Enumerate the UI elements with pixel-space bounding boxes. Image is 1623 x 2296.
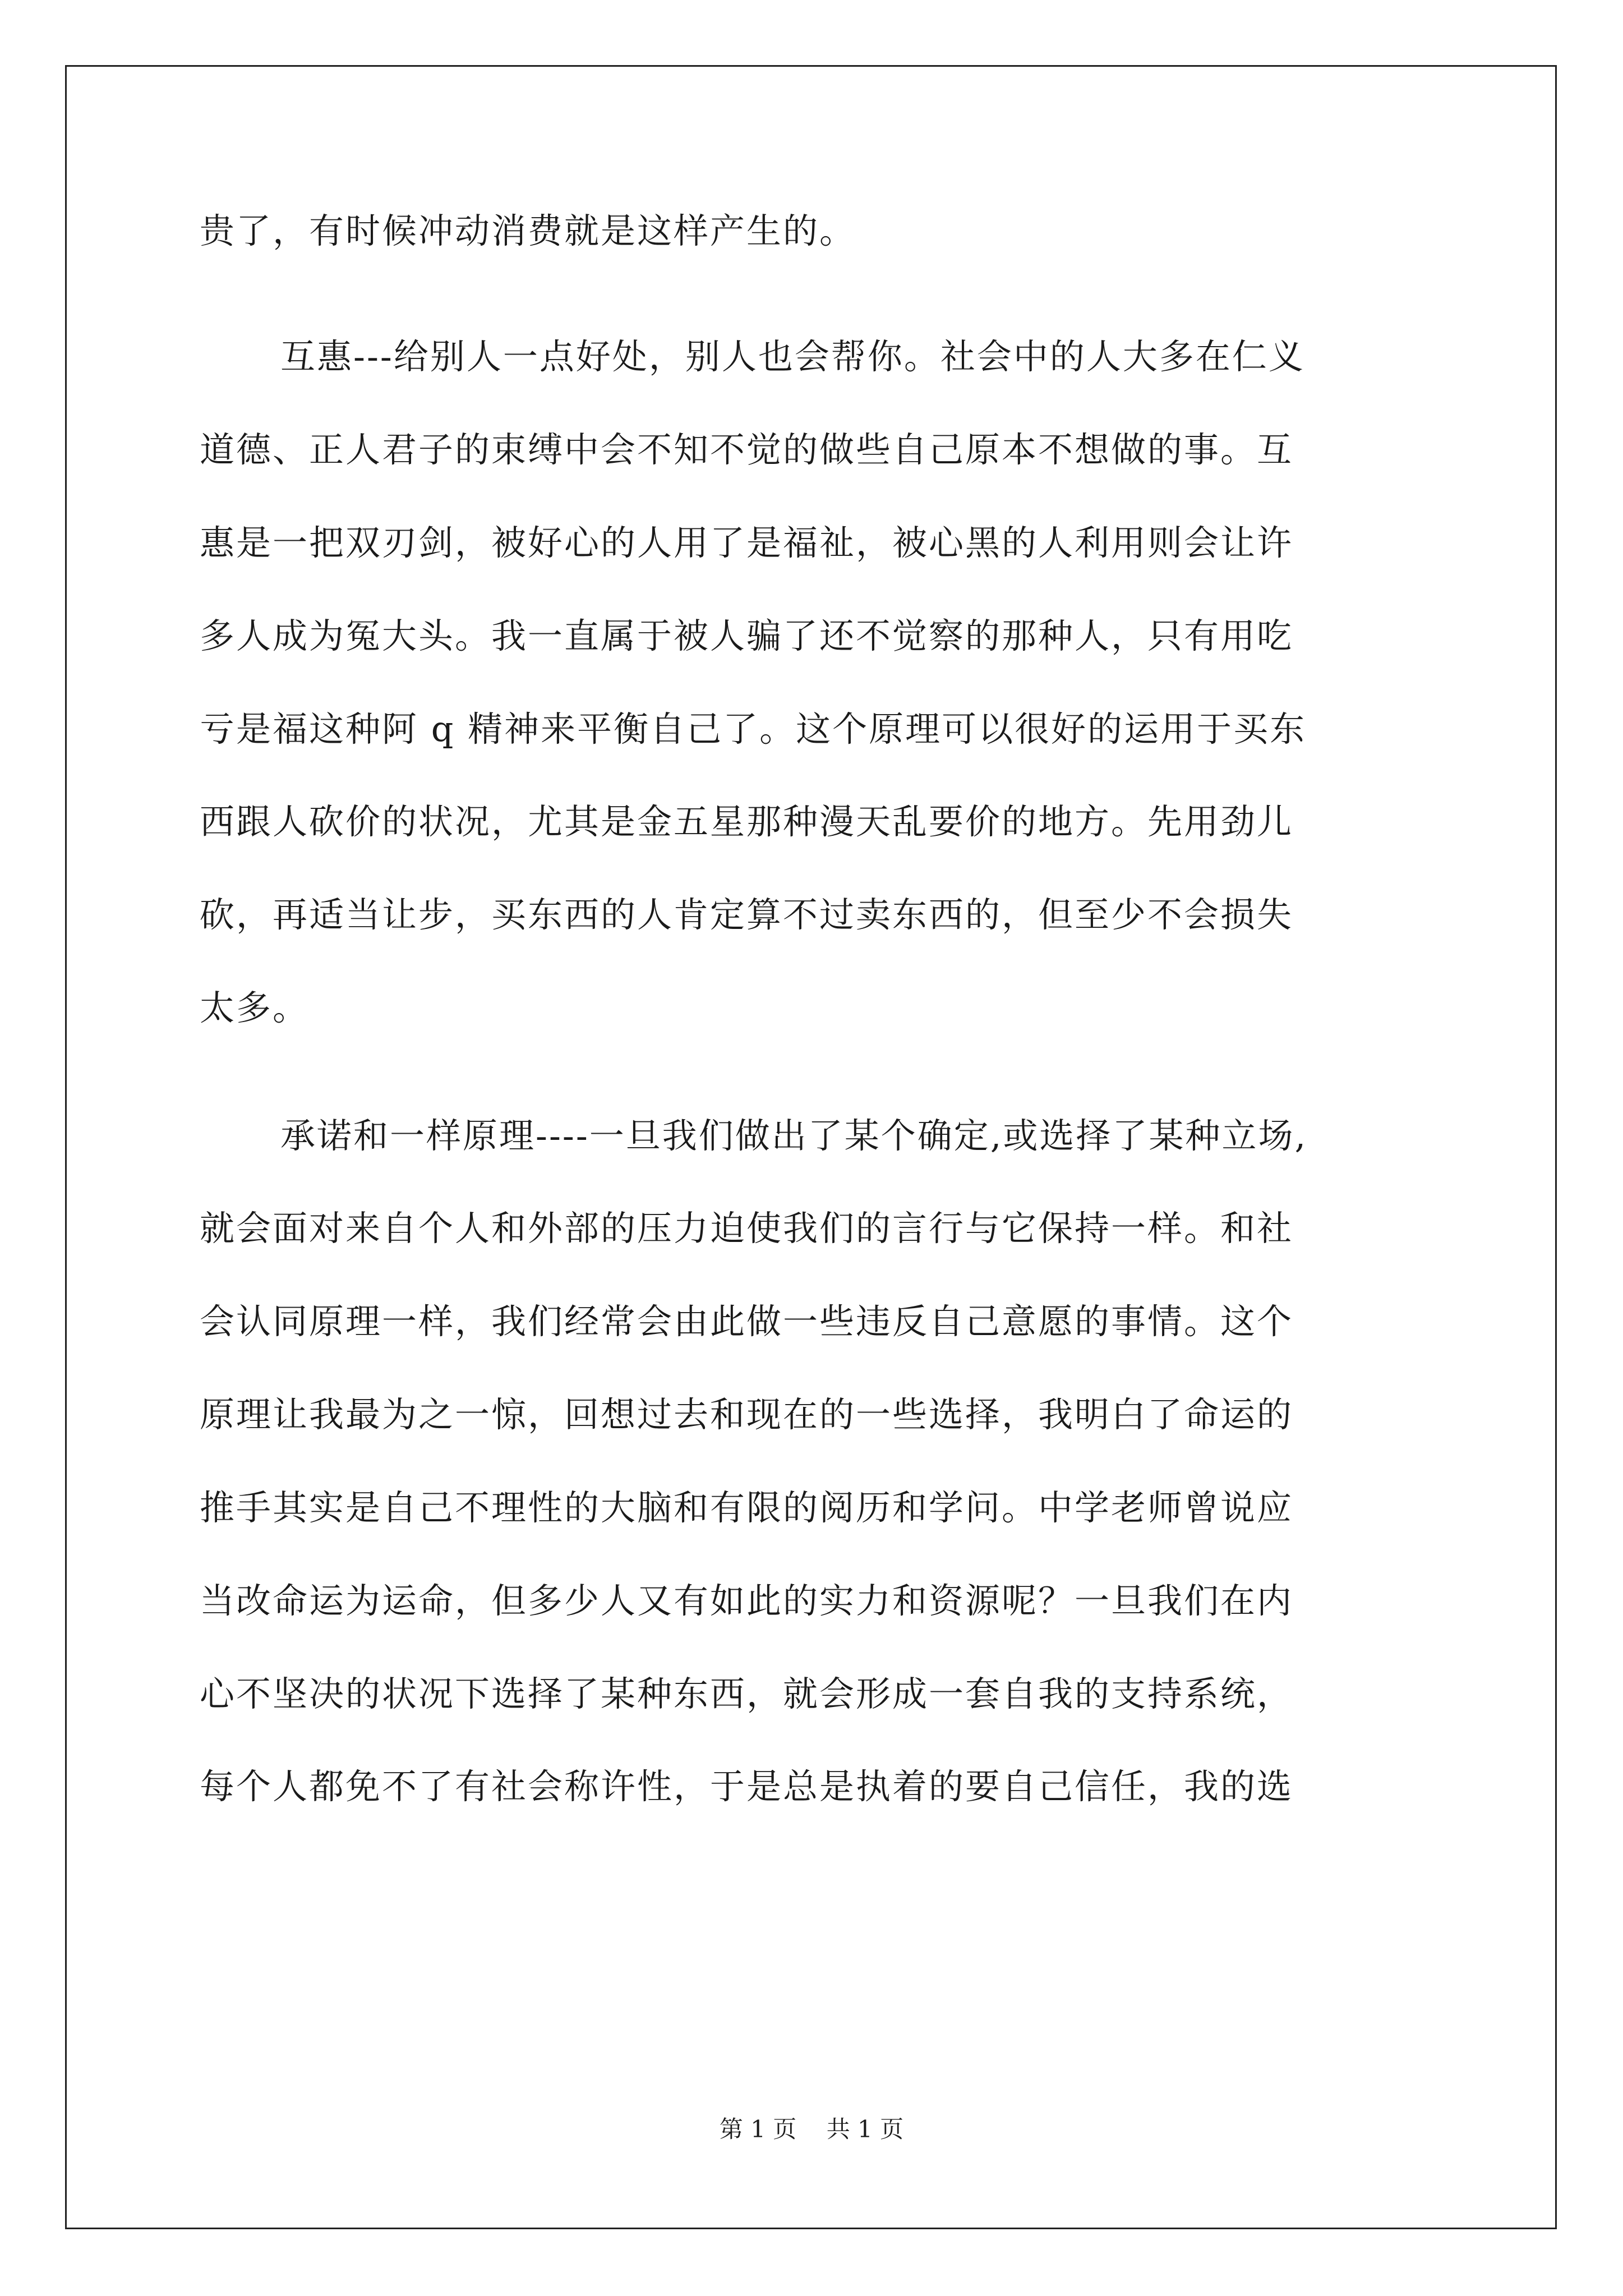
text-line-7: 西跟人砍价的状况，尤其是金五星那种漫天乱要价的地方。先用劲儿 bbox=[200, 801, 1294, 842]
text-line-8: 砍，再适当让步，买东西的人肯定算不过卖东西的，但至少不会损失 bbox=[200, 894, 1294, 935]
text-line-4: 惠是一把双刃剑，被好心的人用了是福祉，被心黑的人利用则会让许 bbox=[200, 522, 1294, 563]
text-line-17: 每个人都免不了有社会称许性，于是总是执着的要自己信任，我的选 bbox=[200, 1766, 1294, 1807]
text-line-1: 贵了，有时候冲动消费就是这样产生的。 bbox=[200, 210, 856, 251]
page-number-footer: 第 1 页 共 1 页 bbox=[719, 2115, 904, 2143]
text-line-3: 道德、正人君子的束缚中会不知不觉的做些自己原本不想做的事。互 bbox=[200, 429, 1294, 470]
text-line-16: 心不坚决的状况下选择了某种东西，就会形成一套自我的支持系统， bbox=[200, 1673, 1294, 1714]
text-line-10: 承诺和一样原理----一旦我们做出了某个确定,或选择了某种立场, bbox=[280, 1115, 1308, 1156]
text-line-2: 互惠---给别人一点好处，别人也会帮你。社会中的人大多在仁义 bbox=[280, 336, 1305, 377]
text-line-13: 原理让我最为之一惊，回想过去和现在的一些选择，我明白了命运的 bbox=[200, 1394, 1294, 1435]
text-line-9: 太多。 bbox=[200, 987, 310, 1028]
text-line-6: 亏是福这种阿 q 精神来平衡自己了。这个原理可以很好的运用于买东 bbox=[200, 708, 1307, 749]
text-line-14: 推手其实是自己不理性的大脑和有限的阅历和学问。中学老师曾说应 bbox=[200, 1487, 1294, 1528]
text-line-5: 多人成为冤大头。我一直属于被人骗了还不觉察的那种人，只有用吃 bbox=[200, 615, 1294, 656]
text-line-12: 会认同原理一样，我们经常会由此做一些违反自己意愿的事情。这个 bbox=[200, 1301, 1294, 1342]
text-line-11: 就会面对来自个人和外部的压力迫使我们的言行与它保持一样。和社 bbox=[200, 1208, 1294, 1249]
text-line-15: 当改命运为运命，但多少人又有如此的实力和资源呢？一旦我们在内 bbox=[200, 1580, 1294, 1621]
